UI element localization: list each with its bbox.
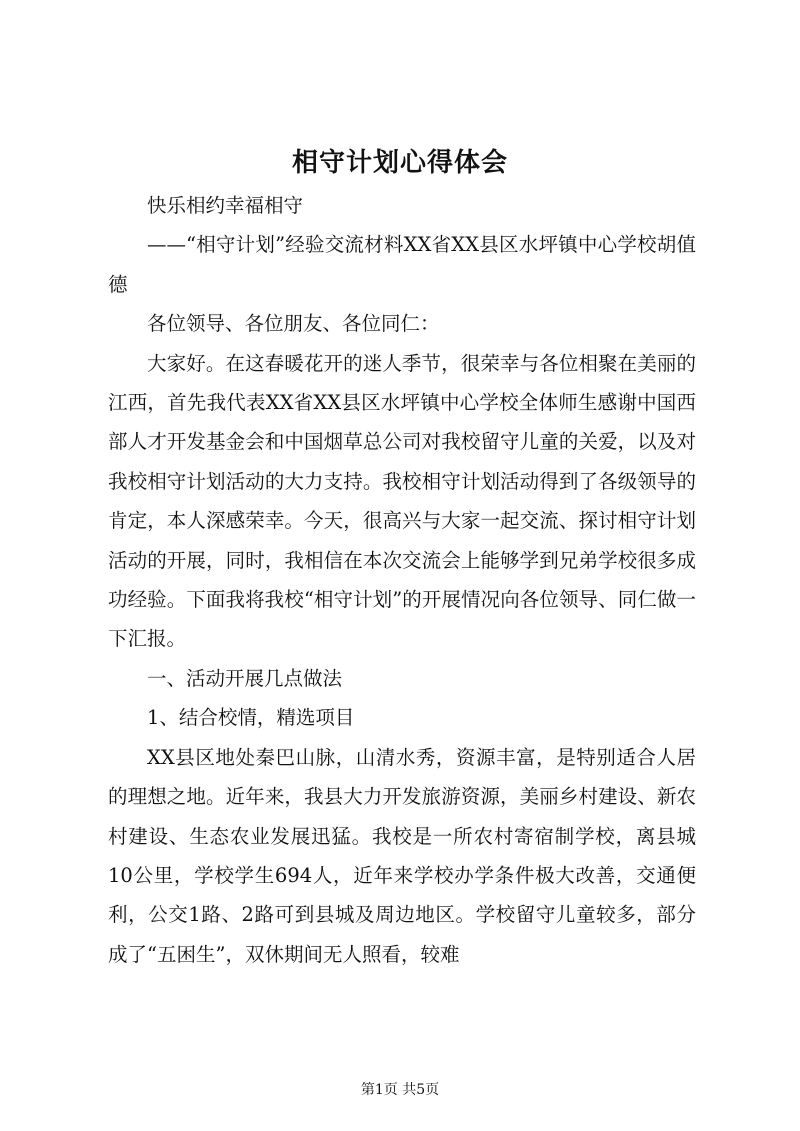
section-heading: 一、活动开展几点做法 <box>147 666 343 690</box>
subsection-heading: 1、结合校情，精选项目 <box>147 706 355 730</box>
body-paragraph: 大家好。在这春暖花开的迷人季节，很荣幸与各位相聚在美丽的江西，首先我代表XX省XX县区水坪镇中心学校全体师生感谢中国西部人才开发基金会和中国烟草总公司对我校留守儿童的关爱，以及对我校相守计划活动的大力支持。我校相守计划活动得到了各级领导的肯定，本人深感荣幸。今天，很高兴与大家一起交流、探讨相守计划活动的开展，同时，我相信在本次交流会上能够学到兄弟学校很多成功经验。下面我将我校“相守计划”的开展情况向各位领导、同仁做一下汇报。 <box>108 351 696 651</box>
salutation-paragraph: 各位领导、各位朋友、各位同仁： <box>147 312 440 336</box>
subtitle-paragraph: 快乐相约幸福相守 <box>147 194 304 217</box>
body-paragraph: XX县区地处秦巴山脉，山清水秀，资源丰富，是特别适合人居的理想之地。近年来，我县大力开发旅游资源，美丽乡村建设、新农村建设、生态农业发展迅猛。我校是一所农村寄宿制学校，离县城10公里，学校学生694人，近年来学校办学条件极大改善，交通便利，公交1路、2路可到县城及周边地区。学校留守儿童较多，部分成了“五困生”，双休期间无人照看，较难 <box>108 745 696 966</box>
document-body <box>108 186 696 974</box>
document-title: 相守计划心得体会 <box>291 148 508 178</box>
page-footer: 第1页 共5页 <box>360 1082 440 1098</box>
author-paragraph: ——“相守计划”经验交流材料XX省XX县区水坪镇中心学校胡值德 <box>108 233 696 296</box>
